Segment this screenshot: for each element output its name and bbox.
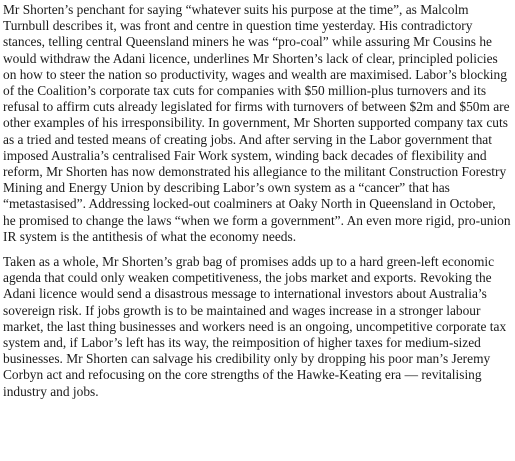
- article-paragraph-1: Mr Shorten’s penchant for saying “whatever suits his purpose at the time”, as Malcolm Turnbull describes it, was front and centre in question time yesterday. His contradictory stances, telling central Queensland miners he was “pro-coal” while assuring Mr Cousins he would withdraw the Adani licence, underlines Mr Shorten’s lack of clear, principled policies on how to steer the nation so productivity, wages and wealth are maximised. Labor’s blocking of the Coalition’s corporate tax cuts for companies with $50 million-plus turnovers and its refusal to affirm cuts already legislated for firms with turnovers of between $2m and $50m are other examples of his irresponsibility. In government, Mr Shorten supported company tax cuts as a tried and tested means of creating jobs. And after serving in the Labor government that imposed Australia’s centralised Fair Work system, winding back decades of flexibility and reform, Mr Shorten has now demonstrated his allegiance to the militant Construction Forestry Mining and Energy Union by describing Labor’s own system as a “cancer” that has “metastasised”. Addressing locked-out coalminers at Oaky North in Queensland in October, he promised to change the laws “when we form a government”. An even more rigid, pro-union IR system is the antithesis of what the economy needs.: [3, 2, 511, 244]
- article-paragraph-2: Taken as a whole, Mr Shorten’s grab bag of promises adds up to a hard green-left economic agenda that could only weaken competitiveness, the jobs market and exports. Revoking the Adani licence would send a disastrous message to international investors about Australia’s sovereign risk. If jobs growth is to be maintained and wages increase in a stronger labour market, the last thing businesses and workers need is an ongoing, uncompetitive corporate tax system and, if Labor’s left has its way, the reimposition of higher taxes for medium-sized businesses. Mr Shorten can salvage his credibility only by dropping his poor man’s Jeremy Corbyn act and refocusing on the core strengths of the Hawke-Keating era — revitalising industry and jobs.: [3, 254, 507, 399]
- article-body: [3, 2, 511, 400]
